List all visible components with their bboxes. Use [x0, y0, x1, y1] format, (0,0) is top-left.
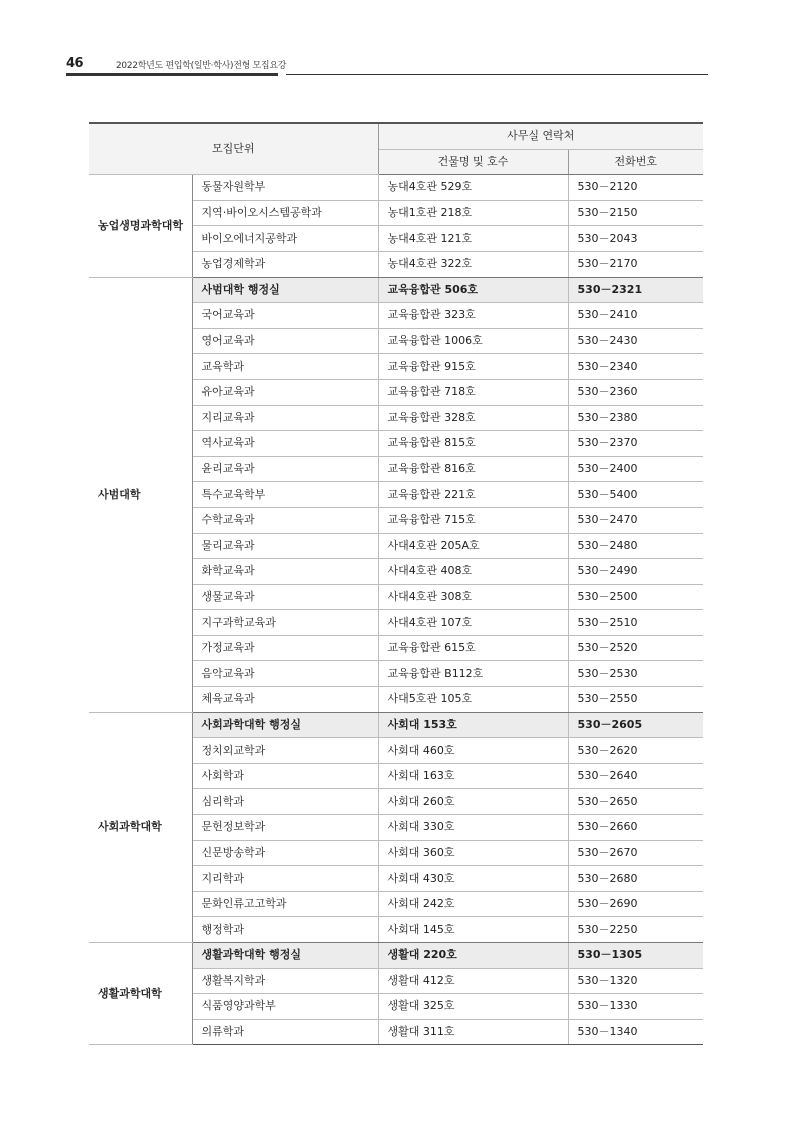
department-name: 지구과학교육과 — [192, 610, 378, 636]
department-name: 가정교육과 — [192, 635, 378, 661]
phone-number: 530－2470 — [568, 507, 703, 533]
phone-number: 530－2640 — [568, 763, 703, 789]
phone-number: 530－2120 — [568, 175, 703, 201]
building-room: 생활대 412호 — [378, 968, 568, 994]
department-name: 특수교육학부 — [192, 482, 378, 508]
department-name: 체육교육과 — [192, 687, 378, 713]
department-name: 바이오에너지공학과 — [192, 226, 378, 252]
phone-number: 530－2660 — [568, 815, 703, 841]
building-room: 교육융합관 715호 — [378, 507, 568, 533]
department-name: 생활복지학과 — [192, 968, 378, 994]
department-name: 식품영양과학부 — [192, 994, 378, 1020]
phone-number: 530－1340 — [568, 1019, 703, 1045]
department-name: 역사교육과 — [192, 431, 378, 457]
table-row — [89, 175, 703, 201]
phone-number: 530－2321 — [568, 277, 703, 303]
building-room: 사회대 260호 — [378, 789, 568, 815]
phone-number: 530－2520 — [568, 635, 703, 661]
department-name: 물리교육과 — [192, 533, 378, 559]
phone-number: 530－2550 — [568, 687, 703, 713]
document-title: 2022학년도 편입학(일반·학사)전형 모집요강 — [116, 61, 287, 71]
department-name: 생물교육과 — [192, 584, 378, 610]
office-row — [89, 277, 703, 303]
department-name: 정치외교학과 — [192, 738, 378, 764]
department-name: 화학교육과 — [192, 559, 378, 585]
phone-number: 530－2340 — [568, 354, 703, 380]
building-room: 사대4호관 408호 — [378, 559, 568, 585]
building-room: 교육융합관 221호 — [378, 482, 568, 508]
building-room: 생활대 325호 — [378, 994, 568, 1020]
department-name: 의류학과 — [192, 1019, 378, 1045]
college-name: 농업생명과학대학 — [89, 175, 192, 277]
phone-number: 530－1320 — [568, 968, 703, 994]
department-name: 심리학과 — [192, 789, 378, 815]
department-name: 생활과학대학 행정실 — [192, 943, 378, 969]
department-name: 지리교육과 — [192, 405, 378, 431]
department-name: 문화인류고고학과 — [192, 891, 378, 917]
building-room: 생활대 311호 — [378, 1019, 568, 1045]
phone-number: 530－2690 — [568, 891, 703, 917]
phone-number: 530－2680 — [568, 866, 703, 892]
phone-number: 530－2530 — [568, 661, 703, 687]
phone-number: 530－2410 — [568, 303, 703, 329]
department-name: 지역·바이오시스템공학과 — [192, 200, 378, 226]
building-room: 교육융합관 718호 — [378, 379, 568, 405]
building-room: 농대1호관 218호 — [378, 200, 568, 226]
phone-number: 530－1305 — [568, 943, 703, 969]
building-room: 교육융합관 323호 — [378, 303, 568, 329]
building-room: 교육융합관 328호 — [378, 405, 568, 431]
building-room: 생활대 220호 — [378, 943, 568, 969]
phone-number: 530－2490 — [568, 559, 703, 585]
page-header — [66, 56, 708, 76]
department-name: 음악교육과 — [192, 661, 378, 687]
building-room: 사대4호관 205A호 — [378, 533, 568, 559]
department-name: 문헌정보학과 — [192, 815, 378, 841]
phone-number: 530－2605 — [568, 712, 703, 738]
building-room: 사대4호관 107호 — [378, 610, 568, 636]
phone-number: 530－2043 — [568, 226, 703, 252]
building-room: 교육융합관 815호 — [378, 431, 568, 457]
building-room: 사회대 153호 — [378, 712, 568, 738]
building-room: 사회대 242호 — [378, 891, 568, 917]
phone-number: 530－2670 — [568, 840, 703, 866]
building-room: 사회대 330호 — [378, 815, 568, 841]
building-room: 농대4호관 121호 — [378, 226, 568, 252]
phone-number: 530－2170 — [568, 251, 703, 277]
department-name: 사회과학대학 행정실 — [192, 712, 378, 738]
building-room: 사대4호관 308호 — [378, 584, 568, 610]
building-room: 교육융합관 615호 — [378, 635, 568, 661]
building-room: 사대5호관 105호 — [378, 687, 568, 713]
building-room: 농대4호관 529호 — [378, 175, 568, 201]
phone-number: 530－2150 — [568, 200, 703, 226]
department-name: 사회학과 — [192, 763, 378, 789]
building-room: 교육융합관 816호 — [378, 456, 568, 482]
phone-number: 530－1330 — [568, 994, 703, 1020]
phone-number: 530－2380 — [568, 405, 703, 431]
phone-number: 530－2620 — [568, 738, 703, 764]
department-name: 수학교육과 — [192, 507, 378, 533]
phone-number: 530－2480 — [568, 533, 703, 559]
building-room: 사회대 430호 — [378, 866, 568, 892]
header-rule-thin — [286, 74, 708, 75]
table-body — [89, 175, 703, 1045]
phone-number: 530－2370 — [568, 431, 703, 457]
department-name: 교육학과 — [192, 354, 378, 380]
building-room: 사회대 360호 — [378, 840, 568, 866]
header-rule-thick — [66, 73, 278, 76]
department-name: 농업경제학과 — [192, 251, 378, 277]
phone-number: 530－2400 — [568, 456, 703, 482]
office-row — [89, 943, 703, 969]
department-name: 지리학과 — [192, 866, 378, 892]
building-room: 사회대 460호 — [378, 738, 568, 764]
phone-number: 530－2360 — [568, 379, 703, 405]
office-row — [89, 712, 703, 738]
college-name: 사회과학대학 — [89, 712, 192, 942]
building-room: 교육융합관 506호 — [378, 277, 568, 303]
header-phone: 전화번호 — [568, 149, 703, 175]
page-number: 46 — [66, 56, 84, 71]
building-room: 교육융합관 915호 — [378, 354, 568, 380]
department-name: 동물자원학부 — [192, 175, 378, 201]
building-room: 교육융합관 1006호 — [378, 328, 568, 354]
building-room: 농대4호관 322호 — [378, 251, 568, 277]
college-name: 사범대학 — [89, 277, 192, 712]
department-name: 국어교육과 — [192, 303, 378, 329]
building-room: 사회대 145호 — [378, 917, 568, 943]
department-name: 영어교육과 — [192, 328, 378, 354]
phone-number: 530－5400 — [568, 482, 703, 508]
phone-number: 530－2430 — [568, 328, 703, 354]
department-name: 사범대학 행정실 — [192, 277, 378, 303]
phone-number: 530－2250 — [568, 917, 703, 943]
college-name: 생활과학대학 — [89, 943, 192, 1045]
header-office-contact: 사무실 연락처 — [378, 123, 703, 149]
phone-number: 530－2510 — [568, 610, 703, 636]
phone-number: 530－2500 — [568, 584, 703, 610]
department-name: 행정학과 — [192, 917, 378, 943]
building-room: 사회대 163호 — [378, 763, 568, 789]
header-recruitment-unit: 모집단위 — [89, 123, 378, 175]
department-name: 윤리교육과 — [192, 456, 378, 482]
contact-table — [89, 122, 703, 1045]
phone-number: 530－2650 — [568, 789, 703, 815]
building-room: 교육융합관 B112호 — [378, 661, 568, 687]
header-building: 건물명 및 호수 — [378, 149, 568, 175]
department-name: 신문방송학과 — [192, 840, 378, 866]
department-name: 유아교육과 — [192, 379, 378, 405]
